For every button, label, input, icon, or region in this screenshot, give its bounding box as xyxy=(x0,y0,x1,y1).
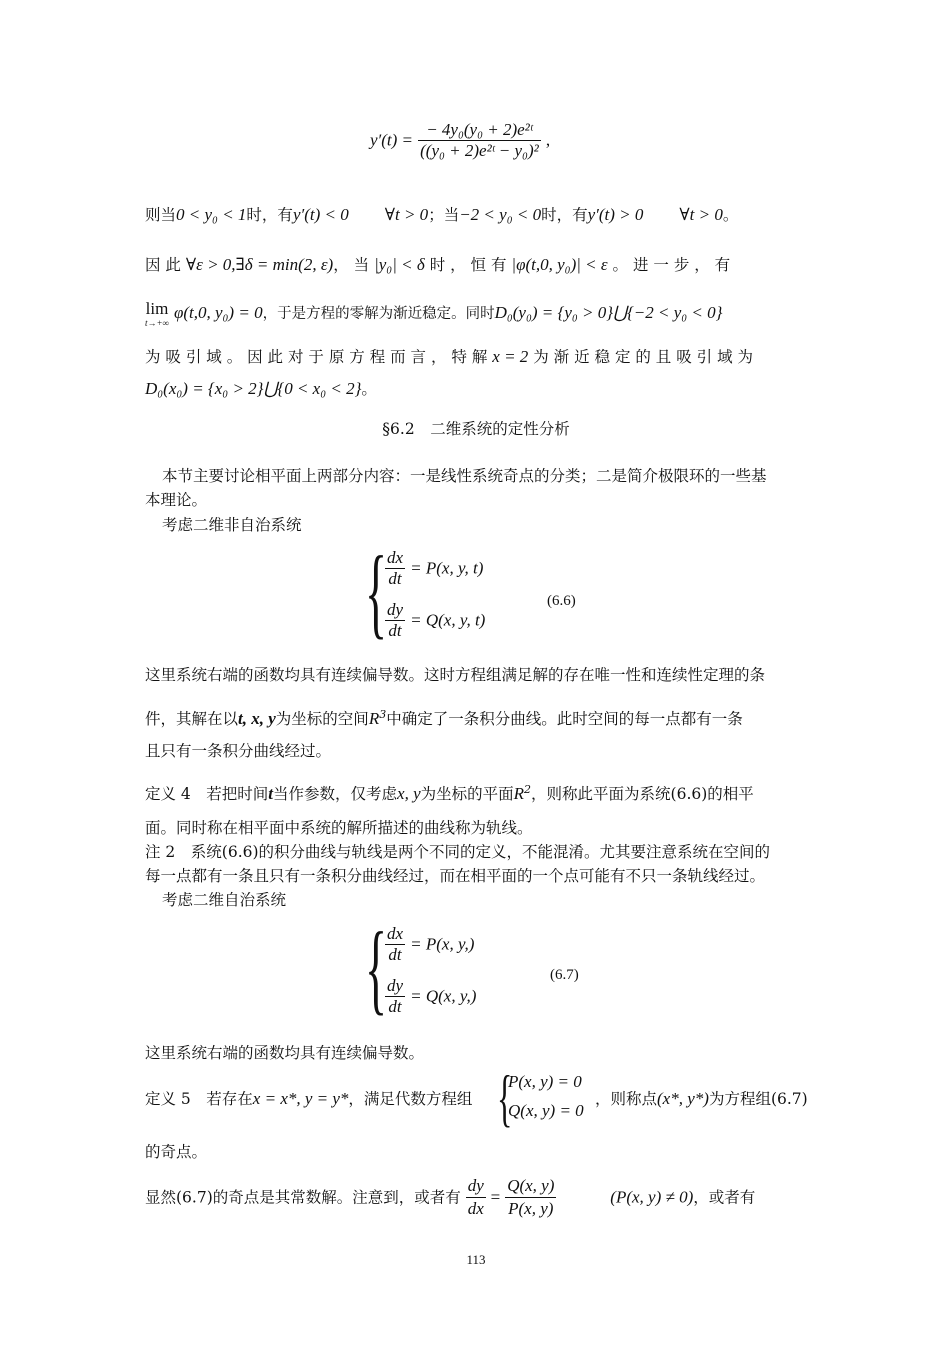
system-brace: { xyxy=(497,1062,513,1133)
system-6-7-eq1 xyxy=(385,924,474,965)
fraction-denominator: dx xyxy=(467,1199,484,1218)
note-2-line-2: 每一点都有一条且只有一条积分曲线经过，而在相平面的一个点可能有不只一条轨线经过。 xyxy=(145,867,766,885)
system-6-6-eq1 xyxy=(385,548,483,589)
definition-5-line-2: 的奇点。 xyxy=(145,1143,208,1161)
text: 为 渐 近 稳 定 的 且 吸 引 域 为 xyxy=(533,348,754,366)
page-number: 113 xyxy=(466,1252,486,1267)
math-inline: ∀ε > 0,∃δ = min(2, ε) xyxy=(185,255,334,274)
text: ，则称点 xyxy=(595,1090,658,1108)
text: 为坐标的平面 xyxy=(420,785,514,804)
last-line xyxy=(145,1175,755,1220)
math-inline: R xyxy=(513,784,525,804)
text-line-3 xyxy=(145,299,723,330)
text: ，于是方程的零解为渐近稳定。同时 xyxy=(262,306,495,322)
equation-rhs: = P(x, y,) xyxy=(410,934,475,954)
paragraph-system-line-2 xyxy=(145,704,743,730)
text: 定义 4 若把时间 xyxy=(145,785,269,804)
text: 定义 5 若存在 xyxy=(145,1090,253,1108)
paragraph-consider-nonautonomous: 考虑二维非自治系统 xyxy=(162,516,302,534)
text: 。 xyxy=(722,206,739,224)
math-superscript: 2 xyxy=(524,783,532,796)
math-inline: (P(x, y) ≠ 0) xyxy=(610,1187,694,1207)
note-2-line-1: 注 2 系统(6.6)的积分曲线与轨线是两个不同的定义，不能混淆。尤其要注意系统在空间的 xyxy=(145,843,771,861)
text: ， 当 xyxy=(333,256,370,274)
fraction-numerator: dx xyxy=(387,924,404,943)
fraction-dy-dx xyxy=(466,1175,486,1220)
formula-fraction xyxy=(418,120,541,161)
math-inline: D₀(y₀) = {y₀ > 0}⋃{−2 < y₀ < 0} xyxy=(494,303,723,322)
math-inline: |φ(t,0, y₀)| < ε xyxy=(511,255,608,274)
definition-4-line-1 xyxy=(145,779,754,805)
math-inline: R xyxy=(368,709,380,729)
text: 为坐标的空间 xyxy=(275,710,369,729)
equation-number-6-6: (6.6) xyxy=(547,593,576,609)
formula-lhs: y′(t) = xyxy=(370,130,414,150)
equation-rhs: = Q(x, y, t) xyxy=(410,610,486,630)
text: ；当 xyxy=(428,206,460,224)
math-inline: t xyxy=(268,784,274,804)
text: 则当 xyxy=(145,206,177,224)
text: 为方程组(6.7) xyxy=(708,1090,808,1108)
math-superscript: 3 xyxy=(379,708,387,721)
text-line-5 xyxy=(145,378,377,400)
text: 。 xyxy=(361,380,377,398)
math-inline: x = 2 xyxy=(492,347,529,366)
math-inline: D₀(x₀) = {x₀ > 2}⋃{0 < x₀ < 2} xyxy=(145,379,362,398)
text: 当作参数，仅考虑 xyxy=(273,785,398,804)
math-inline: y′(t) < 0 xyxy=(292,205,349,224)
text: 中确定了一条积分曲线。此时空间的每一点都有一条 xyxy=(386,710,743,729)
math-inline: x, y xyxy=(397,784,421,804)
definition-5-line-1 xyxy=(145,1088,472,1110)
text-line-2 xyxy=(145,254,730,276)
text: 显然(6.7)的奇点是其常数解。注意到，或者有 xyxy=(145,1188,461,1207)
fraction-denominator: dt xyxy=(388,621,402,640)
math-inline: −2 < y₀ < 0 xyxy=(459,205,542,224)
math-inline: x = x*, y = y* xyxy=(252,1089,349,1108)
equals-sign: = xyxy=(490,1187,501,1207)
fraction-numerator: dy xyxy=(387,600,404,619)
fraction-denominator: dt xyxy=(388,997,402,1016)
fraction-numerator: dy xyxy=(387,976,404,995)
math-inline: y′(t) > 0 xyxy=(587,205,644,224)
fraction-denominator: dt xyxy=(388,569,402,588)
text: 时 ， 恒 有 xyxy=(429,256,507,274)
system-6-7-eq2 xyxy=(385,976,476,1017)
text: 。 进 一 步 ， 有 xyxy=(612,256,731,274)
paragraph-system-line-1: 这里系统右端的函数均具有连续偏导数。这时方程组满足解的存在唯一性和连续性定理的条 xyxy=(145,666,766,684)
formula-numerator: − 4y₀(y₀ + 2)e²ᵗ xyxy=(418,120,541,141)
algebraic-eq-1: P(x, y) = 0 xyxy=(508,1072,582,1091)
definition-5-line-1-tail xyxy=(595,1088,808,1110)
formula-denominator: ((y₀ + 2)e²ᵗ − y₀)² xyxy=(420,141,539,160)
text: 因 此 xyxy=(145,256,181,274)
text: 时，有 xyxy=(246,206,293,224)
paragraph-intro-line-2: 本理论。 xyxy=(145,491,208,509)
paragraph-autonomous-note: 这里系统右端的函数均具有连续偏导数。 xyxy=(145,1044,425,1062)
fraction-numerator: dx xyxy=(387,548,404,567)
paragraph-consider-autonomous: 考虑二维自治系统 xyxy=(162,891,287,909)
definition-4-line-2: 面。同时称在相平面中系统的解所描述的曲线称为轨线。 xyxy=(145,819,533,837)
text: ，或者有 xyxy=(693,1188,756,1207)
math-inline: |y₀| < δ xyxy=(374,255,425,274)
math-limit: lim xyxy=(145,299,169,318)
text: 件，其解在以 xyxy=(145,710,239,729)
paragraph-intro-line-1: 本节主要讨论相平面上两部分内容：一是线性系统奇点的分类；二是简介极限环的一些基 xyxy=(162,467,767,485)
math-inline: t, x, y xyxy=(238,709,276,729)
math-inline: (x*, y*) xyxy=(657,1089,709,1108)
fraction-denominator: dt xyxy=(388,945,402,964)
text-line-4 xyxy=(145,346,753,368)
text: ，满足代数方程组 xyxy=(348,1090,473,1108)
equation-rhs: = P(x, y, t) xyxy=(410,558,484,578)
formula-tail: , xyxy=(545,130,551,150)
math-inline: φ(t,0, y₀) = 0 xyxy=(173,303,263,322)
formula-y-prime xyxy=(370,120,550,161)
algebraic-eq-2: Q(x, y) = 0 xyxy=(508,1101,584,1120)
fraction-numerator: dy xyxy=(466,1175,486,1198)
system-brace: { xyxy=(365,912,388,1025)
math-inline: 0 < y₀ < 1 xyxy=(176,205,247,224)
text-line-1 xyxy=(145,204,738,226)
section-title: §6.2 二维系统的定性分析 xyxy=(382,420,570,438)
text: ，则称此平面为系统(6.6)的相平 xyxy=(531,785,754,804)
paragraph-system-line-3: 且只有一条积分曲线经过。 xyxy=(145,742,332,760)
text: 为 吸 引 域 。 因 此 对 于 原 方 程 而 言 ， 特 解 xyxy=(145,348,488,366)
text: 时，有 xyxy=(541,206,588,224)
system-6-6-eq2 xyxy=(385,600,485,641)
math-inline: ∀t > 0 xyxy=(679,205,723,224)
math-limit-subscript: t→+∞ xyxy=(145,318,169,328)
fraction-q-over-p xyxy=(505,1175,556,1220)
system-brace: { xyxy=(365,536,388,649)
equation-rhs: = Q(x, y,) xyxy=(410,986,477,1006)
math-inline: ∀t > 0 xyxy=(384,205,429,224)
fraction-denominator: P(x, y) xyxy=(508,1199,554,1218)
equation-number-6-7: (6.7) xyxy=(550,967,579,983)
fraction-numerator: Q(x, y) xyxy=(505,1175,556,1198)
